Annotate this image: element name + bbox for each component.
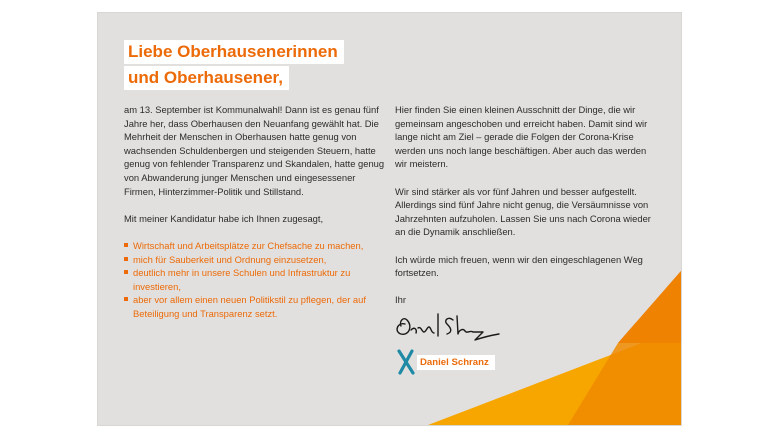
headline-line-2: und Oberhausener, xyxy=(124,66,289,90)
letter-card xyxy=(98,13,681,425)
intro-paragraph: am 13. September ist Kommunalwahl! Dann ist es genau fünf Jahre her, dass Oberhausen den Neuanfang gewählt hat. Die Mehrheit der Menschen in Oberhausen hatte genug von wachsenden Schuldenbergen und steigenden Steuern, hatte genug von fehlender Transparenz und Skandalen, hatte genug von Abwanderung junger Menschen und eingesessener Firmen, Hinterzimmer-Politik und Stillstand. xyxy=(124,104,385,197)
party-x-logo-icon xyxy=(397,349,415,375)
bullet-square-icon xyxy=(124,243,128,247)
headline-line-1: Liebe Oberhausenerinnen xyxy=(124,40,344,64)
list-item: mich für Sauberkeit und Ordnung einzusetzen, xyxy=(124,253,386,267)
closing-paragraph: Ich würde mich freuen, wenn wir den eingeschlagenen Weg fortsetzen. xyxy=(395,253,643,279)
promise-list xyxy=(124,239,386,321)
list-item: Wirtschaft und Arbeitsplätze zur Chefsache zu machen, xyxy=(124,239,386,253)
signer-name-block xyxy=(397,349,495,375)
outlook-paragraph: Wir sind stärker als vor fünf Jahren und besser aufgestellt. Allerdings sind fünf Jahre nicht genug, die Versäumnisse von Jahrzehnten aufzuholen. Lassen Sie uns nach Corona wieder an die Dynamik anschließen. xyxy=(395,185,651,238)
bullet-square-icon xyxy=(124,297,128,301)
left-column xyxy=(124,103,386,321)
promise-intro: Mit meiner Kandidatur habe ich Ihnen zugesagt, xyxy=(124,212,324,224)
bullet-square-icon xyxy=(124,257,128,261)
list-item: aber vor allem einen neuen Politikstil zu pflegen, der auf Beteiligung und Transparenz setzt. xyxy=(124,293,386,320)
closing-salutation: Ihr xyxy=(395,294,406,306)
achievements-paragraph: Hier finden Sie einen kleinen Ausschnitt der Dinge, die wir gemeinsam angeschoben und erreicht haben. Damit sind wir lange nicht am Ziel – gerade die Folgen der Corona-Krise werden uns noch lange beschäftigen. Aber auch das werden wir meistern. xyxy=(395,104,648,170)
headline xyxy=(124,40,344,92)
signer-name: Daniel Schranz xyxy=(417,355,495,370)
handwritten-signature xyxy=(391,306,521,346)
list-item: deutlich mehr in unsere Schulen und Infrastruktur zu investieren, xyxy=(124,266,386,293)
right-column xyxy=(395,103,657,321)
bullet-square-icon xyxy=(124,270,128,274)
